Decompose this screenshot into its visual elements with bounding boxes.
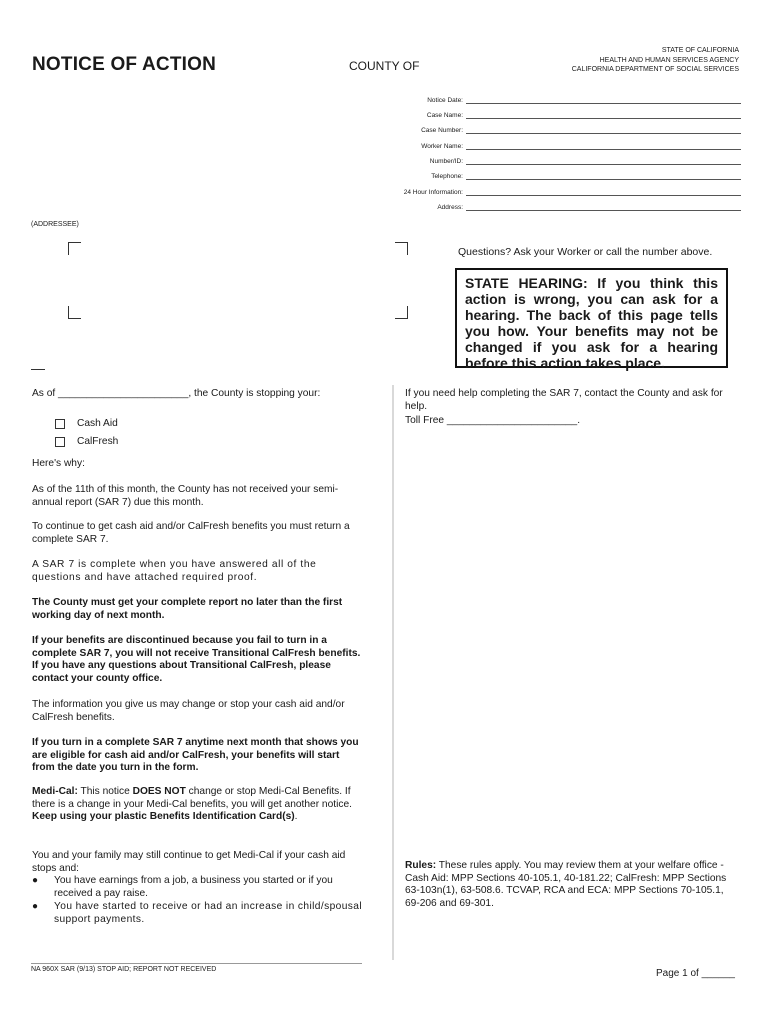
rules-label: Rules: (405, 860, 437, 871)
text-span: . (294, 811, 298, 822)
field-line[interactable] (466, 201, 741, 211)
page-title: NOTICE OF ACTION (32, 54, 217, 75)
medi-cal-label: Medi-Cal: (32, 786, 78, 797)
option-label: Cash Aid (77, 418, 118, 429)
number-id-field[interactable] (300, 153, 741, 165)
agency-line: STATE OF CALIFORNIA (661, 47, 739, 54)
medi-cal-paragraph (32, 786, 363, 824)
questions-text: Questions? Ask your Worker or call the number above. (458, 246, 713, 258)
field-label: Number/ID: (429, 158, 463, 165)
state-hearing-box: STATE HEARING: If you think this action is wrong, you can ask for a hearing. The back of this page tells you how. Your benefits may not be changed if you ask for a hearing before this action takes place. (455, 268, 728, 368)
field-line[interactable] (466, 140, 741, 150)
paragraph-bold: If your benefits are discontinued because you fail to turn in a complete SAR 7, you will not receive Transitional CalFresh benefits. If you have any questions about Transitional CalFresh, please contact your county office. (32, 635, 361, 684)
telephone-field[interactable] (300, 168, 741, 180)
fold-mark (31, 369, 45, 370)
field-line[interactable] (466, 186, 741, 196)
agency-line: CALIFORNIA DEPARTMENT OF SOCIAL SERVICES (571, 66, 739, 73)
case-number-field[interactable] (300, 122, 741, 134)
bullet-icon: ● (32, 875, 39, 886)
as-of-line: As of _______________________, the County is stopping your: (32, 388, 321, 399)
24-hour-info-field[interactable] (300, 184, 741, 196)
address-window-corner (395, 242, 408, 255)
field-label: Notice Date: (427, 97, 463, 104)
notice-date-field[interactable] (300, 92, 741, 104)
paragraph: To continue to get cash aid and/or CalFresh benefits you must return a complete SAR 7. (32, 521, 350, 545)
county-label: COUNTY OF (349, 59, 420, 73)
column-divider (392, 385, 394, 960)
field-label: Case Number: (421, 127, 463, 134)
worker-name-field[interactable] (300, 138, 741, 150)
list-item-text: You have earnings from a job, a business you started or if you received a pay raise. (54, 875, 333, 899)
paragraph: You and your family may still continue to get Medi-Cal if your cash aid stops and: (32, 850, 346, 874)
text-span: change or stop Medi-Cal Benefits. If there is a change in your Medi-Cal benefits, you will get another notice. (32, 786, 352, 810)
field-label: Case Name: (426, 112, 463, 119)
list-item-text: You have started to receive or had an increase in child/spousal support payments. (54, 901, 362, 925)
field-line[interactable] (466, 109, 741, 119)
field-label: Address: (437, 204, 463, 211)
checkbox[interactable] (55, 437, 65, 447)
agency-block (572, 46, 739, 75)
paragraph-bold: If you turn in a complete SAR 7 anytime next month that shows you are eligible for cash aid and/or CalFresh, your benefits will start from the date you turn in the form. (32, 737, 359, 773)
calfresh-option[interactable] (55, 436, 118, 449)
paragraph-bold: The County must get your complete report no later than the first working day of next month. (32, 597, 343, 621)
field-line[interactable] (466, 94, 741, 104)
heres-why: Here's why: (32, 458, 85, 469)
field-label: 24 Hour Information: (403, 189, 463, 196)
address-window-corner (68, 242, 81, 255)
case-name-field[interactable] (300, 107, 741, 119)
field-line[interactable] (466, 124, 741, 134)
field-line[interactable] (466, 170, 741, 180)
address-field[interactable] (300, 199, 741, 211)
paragraph: The information you give us may change or stop your cash aid and/or CalFresh benefits. (32, 699, 345, 723)
paragraph: As of the 11th of this month, the County has not received your semi-annual report (SAR 7) due this month. (32, 484, 339, 508)
checkbox[interactable] (55, 419, 65, 429)
cash-aid-option[interactable] (55, 418, 118, 431)
form-id: NA 960X SAR (9/13) STOP AID; REPORT NOT RECEIVED (31, 966, 217, 973)
address-window-corner (68, 306, 81, 319)
bullet-icon: ● (32, 901, 39, 912)
benefits-card-note: Keep using your plastic Benefits Identification Card(s) (32, 811, 295, 822)
toll-free-line: Toll Free _______________________. (405, 415, 581, 426)
paragraph: A SAR 7 is complete when you have answered all of the questions and have attached required proof. (32, 559, 317, 583)
field-line[interactable] (466, 155, 741, 165)
rules-text: These rules apply. You may review them at your welfare office - Cash Aid: MPP Sections 40-105.1, 40-181.22; CalFresh: MPP Sections 63-103n(1), 63-508.6. TCVAP, RCA and ECA: MPP Sections 70-105.1, 69-206 and 69-301. (405, 860, 727, 909)
agency-line: HEALTH AND HUMAN SERVICES AGENCY (599, 56, 739, 64)
text-span: This notice (77, 786, 133, 797)
rules-paragraph (405, 860, 740, 910)
page-number: Page 1 of ______ (656, 968, 735, 979)
help-paragraph: If you need help completing the SAR 7, contact the County and ask for help. (405, 388, 723, 412)
does-not-emphasis: DOES NOT (132, 786, 186, 797)
option-label: CalFresh (77, 436, 119, 447)
field-label: Worker Name: (421, 143, 463, 150)
address-window-corner (395, 306, 408, 319)
footer-rule (31, 963, 362, 964)
addressee-label: (ADDRESSEE) (31, 221, 79, 228)
field-label: Telephone: (431, 173, 463, 180)
list-item (32, 875, 363, 900)
list-item (32, 901, 363, 926)
